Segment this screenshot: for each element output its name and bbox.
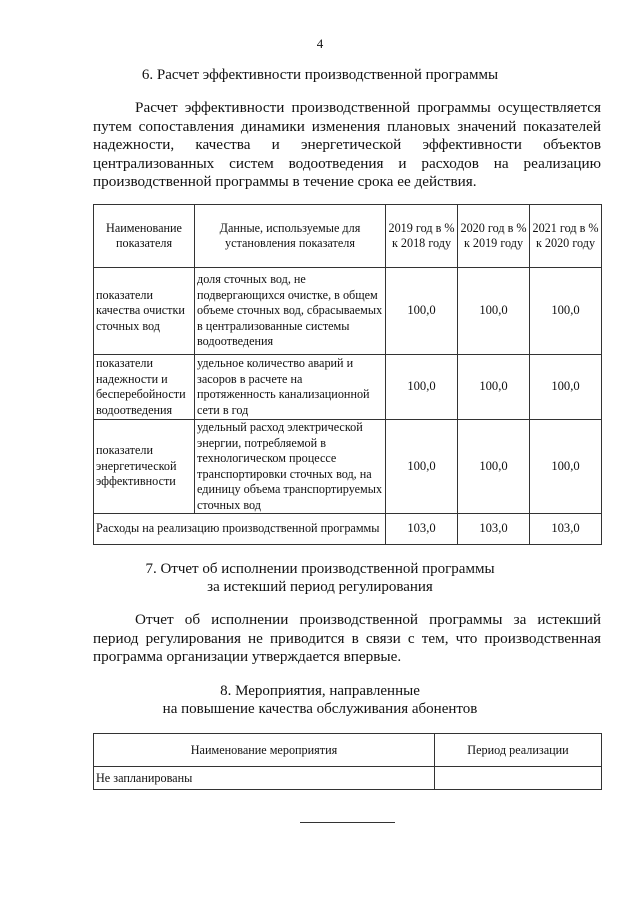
table-row [94,355,602,420]
page-number: 4 [316,36,324,51]
activity-period [435,767,602,790]
row-data-used: доля сточных вод, не подвергающихся очистке, в общем объеме сточных вод, сбрасываемых в централизованные системы водоотведения [195,268,386,355]
section-8-heading-line1: 8. Мероприятия, направленные [220,683,420,699]
table-header-row [94,734,602,767]
row-indicator-name: показатели надежности и бесперебойности водоотведения [94,355,195,420]
row-value-2019: 100,0 [386,420,458,514]
section-7-heading-line2: за истекший период регулирования [207,579,433,595]
table-header-row [94,205,602,268]
header-2020: 2020 год в % к 2019 году [458,205,530,268]
bottom-divider-line [300,822,395,823]
row-value-2021: 100,0 [530,268,602,355]
row-indicator-name: показатели качества очистки сточных вод [94,268,195,355]
table-row [94,420,602,514]
expenses-value-2019: 103,0 [386,514,458,545]
section-7-paragraph: Отчет об исполнении производственной программы за истекший период регулирования не приводится в связи с тем, что производственная программа организации утверждается впервые. [93,611,601,665]
expenses-value-2021: 103,0 [530,514,602,545]
efficiency-table [93,204,602,545]
header-2019: 2019 год в % к 2018 году [386,205,458,268]
activity-name: Не запланированы [94,767,435,790]
table-row [94,767,602,790]
activities-table [93,733,602,790]
header-activity-name: Наименование мероприятия [94,734,435,767]
expenses-value-2020: 103,0 [458,514,530,545]
header-indicator-name: Наименование показателя [94,205,195,268]
section-8-heading-line2: на повышение качества обслуживания абонентов [162,701,478,717]
table-row [94,268,602,355]
expenses-label: Расходы на реализацию производственной программы [94,514,386,545]
header-implementation-period: Период реализации [435,734,602,767]
row-value-2021: 100,0 [530,420,602,514]
row-value-2020: 100,0 [458,355,530,420]
row-data-used: удельное количество аварий и засоров в расчете на протяженность канализационной сети в год [195,355,386,420]
row-value-2021: 100,0 [530,355,602,420]
header-data-used: Данные, используемые для установления показателя [195,205,386,268]
row-data-used: удельный расход электрической энергии, потребляемой в технологическом процессе транспортировки сточных вод, на единицу объема транспортируемых сточных вод [195,420,386,514]
header-2021: 2021 год в % к 2020 году [530,205,602,268]
expenses-row [94,514,602,545]
row-indicator-name: показатели энергетической эффективности [94,420,195,514]
row-value-2020: 100,0 [458,268,530,355]
row-value-2019: 100,0 [386,355,458,420]
row-value-2019: 100,0 [386,268,458,355]
section-6-paragraph: Расчет эффективности производственной программы осуществляется путем сопоставления динамики изменения плановых значений показателей надежности, качества и энергетической эффективности объектов централизованных систем водоотведения и расходов на реализацию производственной программы в течение срока ее действия. [93,99,601,190]
section-7-heading-line1: 7. Отчет об исполнении производственной программы [145,561,495,577]
row-value-2020: 100,0 [458,420,530,514]
section-6-heading: 6. Расчет эффективности производственной программы [141,67,499,83]
